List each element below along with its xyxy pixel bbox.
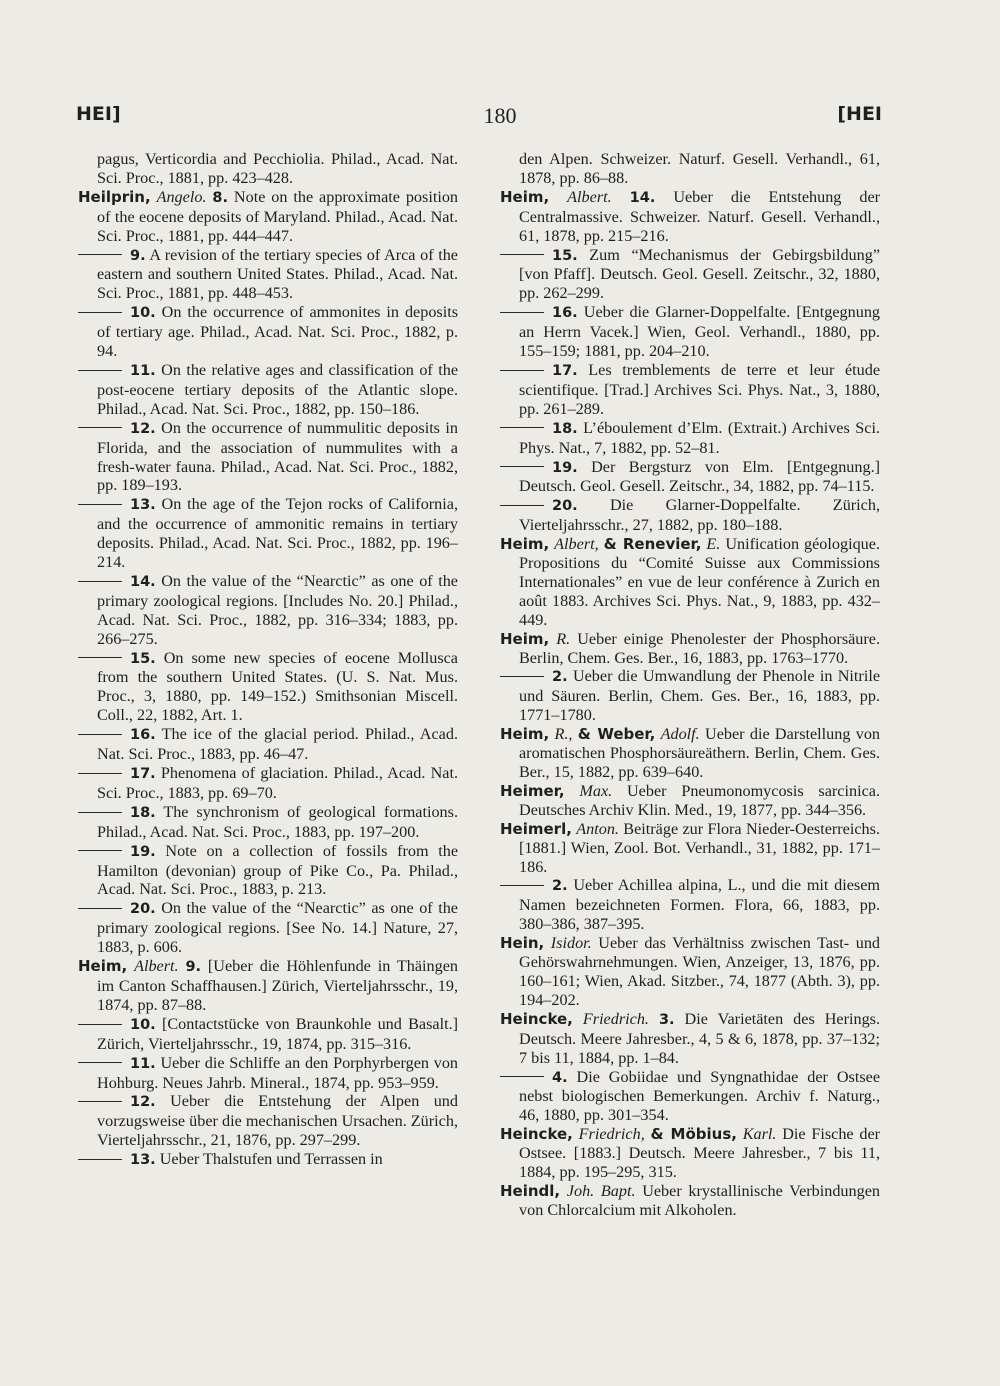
author-given-name: Albert.	[134, 957, 179, 976]
entry-text: Ueber die Umwandlung der Phenole in Nitrile und Säuren. Berlin, Chem. Ges. Ber., 16, 1883, pp. 1771–1780.	[519, 667, 881, 725]
bibliography-entry	[78, 899, 458, 957]
bibliography-entry	[500, 782, 880, 820]
entry-text: A revision of the tertiary species of Arca of the eastern and southern United States. Philad., Acad. Nat. Sci. Proc., 1881, pp. 448–453.	[97, 245, 458, 303]
ditto-rule	[78, 1024, 122, 1025]
ditto-rule	[78, 850, 122, 851]
entry-text: On the value of the “Nearctic” as one of the primary zoological regions. [See No. 14.] Nature, 27, 1883, p. 606.	[97, 899, 458, 957]
author-name: Heim,	[500, 187, 550, 206]
entry-number: 8.	[212, 189, 228, 206]
entry-text: On some new species of eocene Mollusca from the southern United States. (U. S. Nat. Mus. Proc., 3, 1880, pp. 149–152.) Smithsonian Miscell. Coll., 22, 1882, Art. 1.	[97, 648, 458, 725]
bibliography-entry	[78, 419, 458, 496]
author-name: Heincke,	[500, 1009, 573, 1028]
ditto-rule	[78, 581, 122, 582]
ditto-rule	[500, 1076, 544, 1077]
entry-text: The synchronism of geological formations. Philad., Acad. Nat. Sci. Proc., 1883, pp. 197–200.	[97, 802, 458, 841]
entry-text: On the value of the “Nearctic” as one of the primary zoological regions. [Includes No. 20.] Philad., Acad. Nat. Sci. Proc., 1882, pp. 316–334; 1883, pp. 266–275.	[97, 571, 458, 648]
bibliography-entry	[500, 1125, 880, 1182]
entry-text: pagus, Verticordia and Pecchiolia. Philad., Acad. Nat. Sci. Proc., 1881, pp. 423–428.	[97, 150, 458, 187]
ditto-rule	[78, 254, 122, 255]
bibliography-entry	[500, 419, 880, 458]
entry-number: 11.	[130, 362, 156, 379]
entry-text: Der Bergsturz von Elm. [Entgegnung.] Deutsch. Geol. Gesell. Zeitschr., 34, 1882, pp. 74–115.	[519, 457, 881, 496]
author-given-name: Friedrich.	[582, 1009, 649, 1028]
entry-number: 17.	[552, 362, 578, 379]
entry-text: Die Gobiidae und Syngnathidae der Ostsee nebst biologischen Bemerkungen. Archiv f. Naturg., 46, 1880, pp. 301–354.	[519, 1067, 881, 1125]
bibliography-entry	[500, 458, 880, 497]
bibliography-entry	[78, 803, 458, 842]
bibliography-entry	[78, 764, 458, 803]
coauthor-name: & Renevier,	[603, 535, 702, 554]
author-name: Heimerl,	[500, 819, 572, 838]
entry-number: 19.	[130, 843, 156, 860]
bibliography-entry	[500, 246, 880, 304]
bibliography-entry	[500, 535, 880, 630]
ditto-rule	[500, 312, 544, 313]
author-given-name: Anton.	[576, 819, 619, 838]
ditto-rule	[78, 734, 122, 735]
author-given-name: Max.	[579, 781, 613, 800]
entry-text: Unification géologique. Propositions du “Comité Suisse aux Commissions Internationales” en vue de leur conférence à Zurich en août 1883. Archives Sci. Phys. Nat., 9, 1883, pp. 432–449.	[519, 535, 880, 629]
ditto-rule	[78, 427, 122, 428]
entry-text: Ueber Pneumonomycosis sarcinica. Deutsches Archiv Klin. Med., 19, 1877, pp. 344–356.	[519, 781, 880, 819]
entry-text: Beiträge zur Flora Nieder-Oesterreichs. [1881.] Wien, Zool. Bot. Verhandl., 31, 1882, pp. 171–186.	[519, 819, 880, 876]
entry-number: 12.	[130, 420, 156, 437]
entry-text: Die Varietäten des Herings. Deutsch. Meere Jahresber., 4, 5 & 6, 1878, pp. 37–132; 7 bis 11, 1884, pp. 1–84.	[519, 1009, 881, 1067]
bibliography-entry	[500, 876, 880, 934]
bibliography-entry	[78, 150, 458, 188]
bibliography-entry	[78, 725, 458, 764]
entry-text: den Alpen. Schweizer. Naturf. Gesell. Verhandl., 61, 1878, pp. 86–88.	[519, 150, 880, 187]
entry-number: 18.	[130, 804, 156, 821]
entry-number: 4.	[552, 1069, 568, 1086]
author-given-name: Friedrich,	[578, 1125, 645, 1144]
entry-text: On the occurrence of ammonites in deposits of tertiary age. Philad., Acad. Nat. Sci. Proc., 1882, p. 94.	[97, 303, 459, 361]
author-given-name: Joh. Bapt.	[566, 1181, 636, 1200]
entry-text: The ice of the glacial period. Philad., Acad. Nat. Sci. Proc., 1883, pp. 46–47.	[97, 725, 458, 764]
entry-text: Ueber die Entstehung der Centralmassive. Schweizer. Naturf. Gesell. Verhandl., 61, 1878, pp. 215–216.	[519, 187, 881, 245]
entry-text: Ueber Thalstufen und Terrassen in	[159, 1150, 383, 1169]
entry-number: 18.	[552, 420, 578, 437]
bibliography-entry	[78, 495, 458, 572]
entry-text: Ueber einige Phenolester der Phosphorsäure. Berlin, Chem. Ges. Ber., 16, 1883, pp. 1763–1770.	[519, 629, 881, 667]
coauthor-given-name: Adolf.	[660, 725, 700, 744]
entry-text: Die Fische der Ostsee. [1883.] Deutsch. Meere Jahresber., 7 bis 11, 1884, pp. 195–295, 315.	[519, 1125, 881, 1182]
entry-number: 14.	[629, 189, 656, 206]
ditto-rule	[500, 885, 544, 886]
ditto-rule	[78, 1159, 122, 1160]
entry-number: 13.	[130, 1152, 156, 1169]
ditto-rule	[78, 657, 122, 658]
entry-text: Note on a collection of fossils from the Hamilton (devonian) group of Pike Co., Pa. Philad., Acad. Nat. Sci. Proc., 1883, p. 213.	[97, 841, 458, 899]
entry-number: 19.	[552, 459, 578, 476]
entry-text: Ueber krystallinische Verbindungen von Chlorcalcium mit Alkoholen.	[519, 1181, 880, 1219]
ditto-rule	[500, 427, 544, 428]
ditto-rule	[500, 466, 544, 467]
bibliography-entry	[500, 667, 880, 725]
entry-text: Note on the approximate position of the eocene deposits of Maryland. Philad., Acad. Nat. Sci. Proc., 1881, pp. 444–447.	[97, 187, 459, 245]
author-name: Heincke,	[500, 1125, 573, 1144]
entry-text: Die Glarner-Doppelfalte. Zürich, Vierteljahrsschr., 27, 1882, pp. 180–188.	[519, 496, 880, 535]
author-name: Heim,	[500, 535, 550, 554]
entry-text: Ueber Achillea alpina, L., und die mit diesem Namen bezeichneten Formen. Flora, 66, 1883, pp. 380–386, 387–395.	[519, 876, 880, 934]
ditto-rule	[500, 370, 544, 371]
entry-text: On the age of the Tejon rocks of California, and the occurrence of ammonitic remains in tertiary deposits. Philad., Acad. Nat. Sci. Proc., 1882, pp. 196–214.	[97, 495, 459, 572]
bibliography-entry	[500, 1182, 880, 1220]
entry-number: 15.	[130, 650, 156, 667]
bibliography-entry	[78, 1015, 458, 1054]
bibliography-entry	[78, 957, 458, 1015]
bibliography-entry	[78, 246, 458, 304]
entry-number: 20.	[552, 498, 578, 515]
entry-number: 10.	[130, 305, 156, 322]
ditto-rule	[500, 505, 544, 506]
author-given-name: Isidor.	[550, 934, 592, 953]
bibliography-entry	[500, 1010, 880, 1068]
entry-text: Phenomena of glaciation. Philad., Acad. Nat. Sci. Proc., 1883, pp. 69–70.	[97, 764, 459, 802]
bibliography-entry	[500, 1068, 880, 1126]
author-name: Heindl,	[500, 1181, 561, 1200]
entry-number: 14.	[130, 573, 156, 590]
entry-number: 16.	[130, 727, 156, 744]
author-given-name: Albert,	[554, 535, 599, 554]
bibliography-entry	[78, 188, 458, 246]
ditto-rule	[78, 1101, 122, 1102]
entry-number: 3.	[658, 1011, 675, 1028]
coauthor-given-name: E.	[706, 535, 721, 554]
entry-number: 17.	[130, 766, 156, 782]
entry-text: Ueber die Glarner-Doppelfalte. [Entgegnung an Herrn Vacek.] Wien, Geol. Verhandl., 1880, pp. 155–159; 1881, pp. 204–210.	[519, 303, 881, 361]
coauthor-name: & Weber,	[577, 725, 656, 744]
running-head-left: HEI]	[76, 103, 121, 125]
bibliography-entry	[78, 303, 458, 361]
entry-text: [Contactstücke von Braunkohle und Basalt.] Zürich, Vierteljahrsschr., 19, 1874, pp. 315–316.	[97, 1014, 459, 1053]
left-column	[78, 150, 458, 1170]
author-name: Heimer,	[500, 781, 565, 800]
ditto-rule	[78, 908, 122, 909]
bibliography-entry	[78, 1054, 458, 1093]
bibliography-entry	[78, 842, 458, 900]
bibliography-entry	[500, 820, 880, 877]
bibliography-entry	[500, 303, 880, 361]
entry-number: 12.	[130, 1094, 156, 1111]
entry-number: 10.	[130, 1016, 156, 1033]
entry-text: On the occurrence of nummulitic deposits in Florida, and the association of nummulites with a fresh-water fauna. Philad., Acad. Nat. Sci. Proc., 1882, pp. 189–193.	[97, 418, 459, 495]
entry-number: 2.	[552, 878, 568, 895]
bibliography-entry	[500, 361, 880, 419]
bibliography-entry	[78, 572, 458, 649]
running-head-right: [HEI	[837, 103, 882, 125]
bibliography-entry	[78, 649, 458, 726]
ditto-rule	[78, 504, 122, 505]
ditto-rule	[78, 312, 122, 313]
ditto-rule	[78, 370, 122, 371]
bibliography-entry	[78, 1092, 458, 1150]
entry-number: 9.	[185, 959, 202, 976]
entry-text: [Ueber die Höhlenfunde in Thäingen im Canton Schaffhausen.] Zürich, Vierteljahrsschr., 19, 1874, pp. 87–88.	[97, 957, 458, 1014]
author-given-name: R.	[556, 629, 571, 648]
author-given-name: Albert.	[567, 187, 612, 206]
ditto-rule	[78, 812, 122, 813]
bibliography-entry	[78, 1150, 458, 1170]
entry-text: Ueber das Verhältniss zwischen Tast- und Gehörswahrnehmungen. Wien, Anzeiger, 13, 1876, pp. 160–161; Wien, Akad. Sitzber., 74, 1877 (Abth. 3), pp. 194–202.	[519, 934, 881, 1009]
bibliography-entry	[500, 630, 880, 668]
ditto-rule	[500, 254, 544, 255]
entry-text: Zum “Mechanismus der Gebirgsbildung” [von Pfaff]. Deutsch. Geol. Gesell. Zeitschr., 32, 1880, pp. 262–299.	[519, 245, 880, 303]
entry-number: 13.	[130, 497, 156, 514]
bibliography-entry	[500, 496, 880, 535]
author-given-name: R.,	[554, 725, 573, 744]
right-column	[500, 150, 880, 1220]
entry-number: 16.	[552, 305, 578, 322]
bibliography-entry	[500, 934, 880, 1010]
ditto-rule	[78, 773, 122, 774]
entry-number: 15.	[552, 247, 578, 264]
bibliography-entry	[78, 361, 458, 419]
coauthor-given-name: Karl.	[742, 1125, 777, 1144]
entry-number: 11.	[130, 1055, 156, 1072]
bibliography-entry	[500, 188, 880, 246]
author-name: Heilprin,	[78, 187, 151, 206]
author-name: Heim,	[500, 725, 550, 744]
author-name: Hein,	[500, 934, 545, 953]
ditto-rule	[500, 676, 544, 677]
entry-text: Les tremblements de terre et leur étude scientifique. [Trad.] Archives Sci. Phys. Nat., 3, 1880, pp. 261–289.	[519, 360, 881, 418]
entry-text: On the relative ages and classification of the post-eocene tertiary deposits of the Atlantic slope. Philad., Acad. Nat. Sci. Proc., 1882, pp. 150–186.	[97, 360, 459, 418]
entry-text: Ueber die Entstehung der Alpen und vorzugsweise über die mechanischen Ursachen. Zürich, Vierteljahrsschr., 21, 1876, pp. 297–299.	[97, 1092, 458, 1150]
entry-number: 2.	[552, 669, 568, 686]
entry-text: Ueber die Darstellung von aromatischen Phosphorsäureäthern. Berlin, Chem. Ges. Ber., 15, 1882, pp. 639–640.	[519, 725, 881, 781]
bibliography-entry	[500, 725, 880, 782]
page-number: 180	[483, 103, 517, 128]
bibliography-entry	[500, 150, 880, 188]
author-name: Heim,	[78, 957, 128, 976]
entry-number: 20.	[130, 901, 156, 918]
coauthor-name: & Möbius,	[650, 1125, 737, 1144]
ditto-rule	[78, 1062, 122, 1063]
author-name: Heim,	[500, 629, 550, 648]
entry-text: Ueber die Schliffe an den Porphyrbergen von Hohburg. Neues Jahrb. Mineral., 1874, pp. 953–959.	[97, 1053, 459, 1092]
entry-number: 9.	[130, 247, 146, 264]
entry-text: L’éboulement d’Elm. (Extrait.) Archives Sci. Phys. Nat., 7, 1882, pp. 52–81.	[519, 418, 880, 457]
author-given-name: Angelo.	[156, 187, 207, 206]
